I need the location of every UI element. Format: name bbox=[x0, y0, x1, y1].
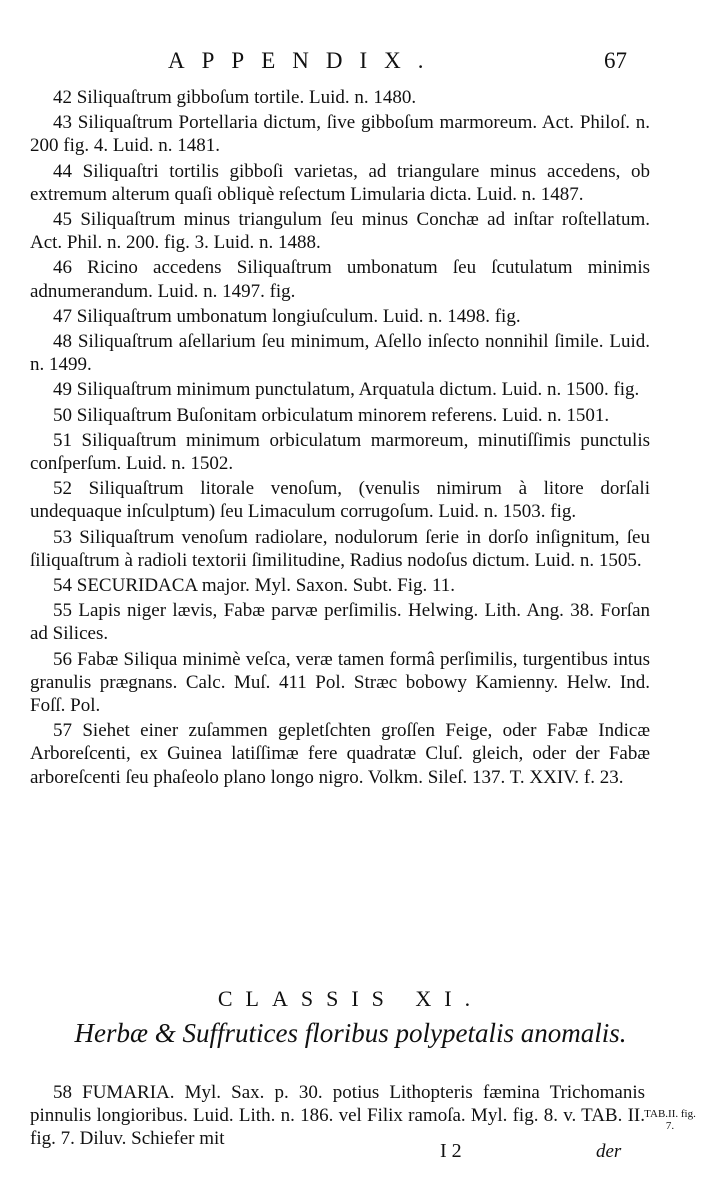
signature-mark: I 2 bbox=[440, 1140, 462, 1162]
entry-text: 52 Siliquaſtrum litorale venoſum, (venulis nimirum à litore dorſali undequaque inſculptum) ſeu Limaculum corrugoſum. Luid. n. 1503. fig. bbox=[30, 478, 650, 523]
entry-text: 45 Siliquaſtrum minus triangulum ſeu minus Conchæ ad inſtar roſtellatum. Act. Phil. n. 200. fig. 3. Luid. n. 1488. bbox=[30, 209, 650, 254]
running-header bbox=[0, 48, 701, 78]
entry bbox=[30, 404, 650, 427]
entry-text: 51 Siliquaſtrum minimum orbiculatum marmoreum, minutiſſimis punctulis conſperſum. Luid. n. 1502. bbox=[30, 429, 650, 475]
entry-text: 54 SECURIDACA major. Myl. Saxon. Subt. Fig. 11. bbox=[53, 575, 456, 597]
catchword: der bbox=[596, 1141, 622, 1162]
entry-58: 58 FUMARIA. Myl. Sax. p. 30. potius Lithopteris fæmina Trichomanis pinnulis longioribus. Luid. Lith. n. 186. vel Filix ramoſa. Myl. fig. 8. v. TAB. II. fig. 7. Diluv. Schiefer mit bbox=[30, 1082, 645, 1150]
entry bbox=[30, 111, 650, 157]
entry-text: 46 Ricino accedens Siliquaſtrum umbonatum ſeu ſcutulatum minimis adnumerandum. Luid. n. 1497. fig. bbox=[30, 257, 650, 302]
entry-text: 44 Siliquaſtri tortilis gibboſi varietas, ad triangulare minus accedens, ob extremum alterum quaſi obliquè reſectum Limularia dicta. Luid. n. 1487. bbox=[30, 160, 650, 205]
entry bbox=[30, 648, 650, 718]
entry-text: 48 Siliquaſtrum aſellarium ſeu minimum, Aſello inſecto nonnihil ſimile. Luid. n. 1499. bbox=[30, 331, 650, 376]
entry bbox=[30, 256, 650, 302]
running-title: APPENDIX. bbox=[168, 48, 441, 73]
entry-text: 53 Siliquaſtrum venoſum radiolare, nodulorum ſerie in dorſo inſignitum, ſeu ſiliquaſtrum à radioli textorii ſimilitudine, Radius nodoſus dictum. Luid. n. 1505. bbox=[30, 526, 650, 571]
entry-text: 50 Siliquaſtrum Buſonitam orbiculatum minorem referens. Luid. n. 1501. bbox=[53, 404, 610, 426]
entry bbox=[30, 477, 650, 523]
entry-text: 57 Siehet einer zuſammen gepletſchten groſſen Feige, oder Fabæ Indicæ Arboreſcenti, ex Guinea latiſſimæ fere quadratæ Cluſ. gleich, oder der Fabæ arboreſcenti ſeu phaſeolo plano longo nigro. Volkm. Sileſ. 137. T. XXIV. f. 23. bbox=[30, 720, 650, 788]
entry-text: 55 Lapis niger lævis, Fabæ parvæ perſimilis. Helwing. Lith. Ang. 38. Forſan ad Silices. bbox=[30, 600, 650, 645]
entry bbox=[30, 429, 650, 475]
section-heading: CLASSIS XI. bbox=[217, 986, 484, 1011]
entry bbox=[30, 305, 650, 328]
entry bbox=[30, 160, 650, 206]
entry bbox=[30, 719, 650, 789]
entry-text: 42 Siliquaſtrum gibboſum tortile. Luid. n. 1480. bbox=[53, 87, 417, 108]
entry-text: 47 Siliquaſtrum umbonatum longiuſculum. Luid. n. 1498. fig. bbox=[53, 305, 521, 327]
entry bbox=[30, 599, 650, 645]
entry bbox=[30, 208, 650, 254]
entry bbox=[30, 330, 650, 376]
section-subtitle: Herbæ & Suffrutices floribus polypetalis anomalis. bbox=[74, 1018, 627, 1048]
page-number: 67 bbox=[604, 48, 627, 73]
entry bbox=[30, 378, 650, 401]
entry bbox=[30, 574, 650, 597]
entry bbox=[30, 86, 650, 109]
margin-note: TAB.II. fig. 7. bbox=[644, 1108, 696, 1132]
entry bbox=[30, 526, 650, 572]
entry-text: 43 Siliquaſtrum Portellaria dictum, ſive gibboſum marmoreum. Act. Philoſ. n. 200 fig. 4. Luid. n. 1481. bbox=[30, 112, 650, 157]
entry-text: 49 Siliquaſtrum minimum punctulatum, Arquatula dictum. Luid. n. 1500. fig. bbox=[53, 379, 640, 401]
entry-list bbox=[30, 86, 650, 791]
entry-text: 56 Fabæ Siliqua minimè veſca, veræ tamen formâ perſimilis, turgentibus intus granulis prægnans. Calc. Muſ. 411 Pol. Stræc bobowy Kamienny. Helw. Ind. Foſſ. Pol. bbox=[30, 648, 650, 717]
